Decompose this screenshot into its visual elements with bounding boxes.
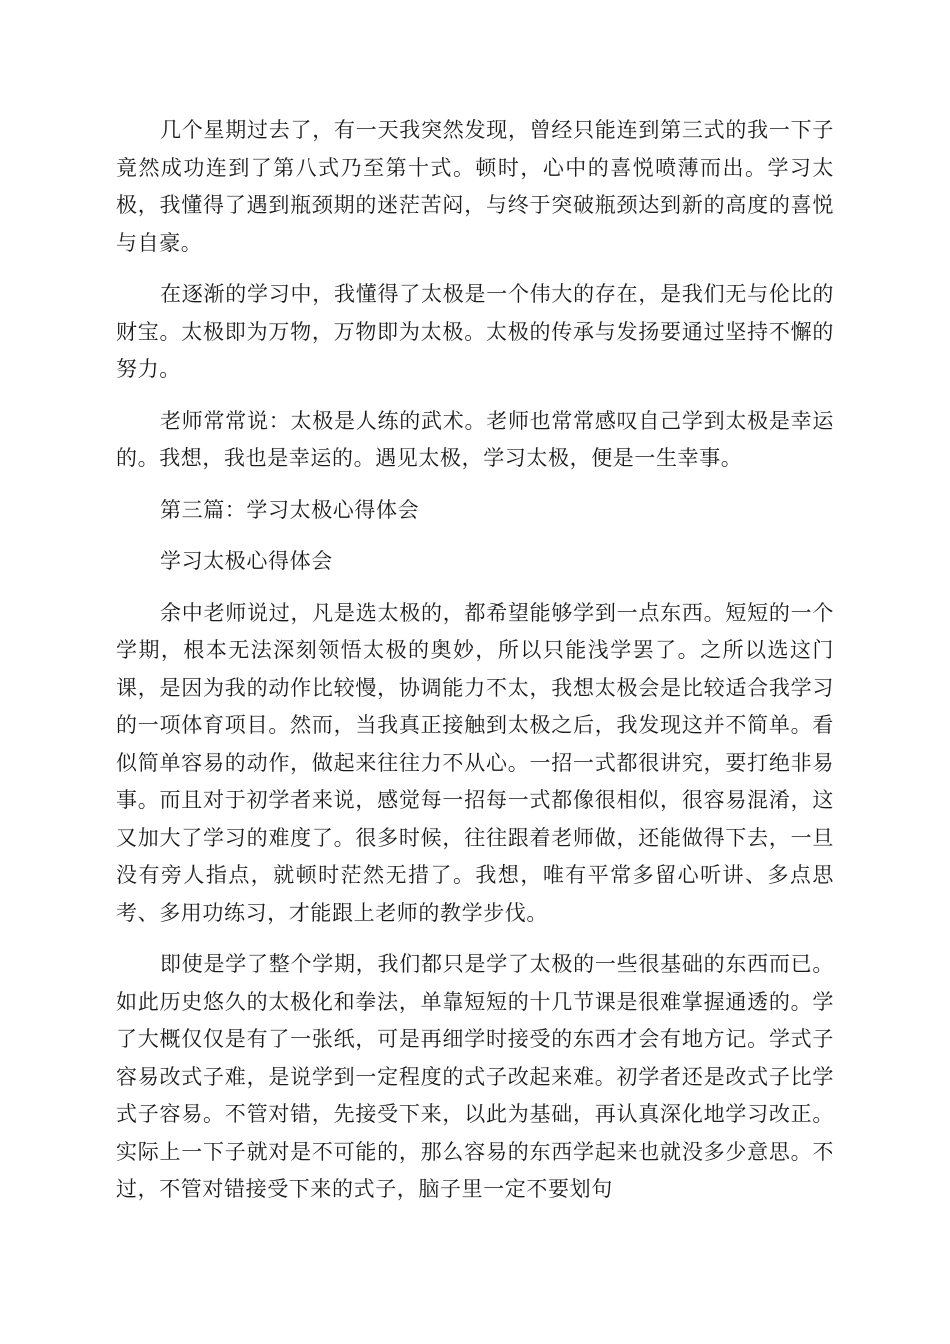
document-body: [116, 112, 834, 1223]
section-title: 学习太极心得体会: [160, 549, 333, 573]
paragraph-taiji-treasure: 在逐渐的学习中，我懂得了太极是一个伟大的存在，是我们无与伦比的财宝。太极即为万物，万物即为太极。太极的传承与发扬要通过坚持不懈的努力。: [116, 282, 834, 381]
paragraph-breakthrough: 几个星期过去了，有一天我突然发现，曾经只能连到第三式的我一下子竟然成功连到了第八式乃至第十式。顿时，心中的喜悦喷薄而出。学习太极，我懂得了遇到瓶颈期的迷茫苦闷，与终于突破瓶颈达到新的高度的喜悦与自豪。: [116, 118, 834, 255]
section-heading: 第三篇：学习太极心得体会: [160, 497, 420, 522]
paragraph-teacher-yuzhong: 余中老师说过，凡是选太极的，都希望能够学到一点东西。短短的一个学期，根本无法深刻领悟太极的奥妙，所以只能浅学罢了。之所以选这门课，是因为我的动作比较慢，协调能力不太，我想太极会是比较适合我学习的一项体育项目。然而，当我真正接触到太极之后，我发现这并不简单。看似简单容易的动作，做起来往往力不从心。一招一式都很讲究，要打绝非易事。而且对于初学者来说，感觉每一招每一式都像很相似，很容易混淆，这又加大了学习的难度了。很多时候，往往跟着老师做，还能做得下去，一旦没有旁人指点，就顿时茫然无措了。我想，唯有平常多留心听讲、多点思考、多用功练习，才能跟上老师的教学步伐。: [116, 600, 834, 925]
paragraph-teacher-says: 老师常常说：太极是人练的武术。老师也常常感叹自己学到太极是幸运的。我想，我也是幸运的。遇见太极，学习太极，便是一生幸事。: [116, 408, 834, 470]
paragraph-whole-semester: 即使是学了整个学期，我们都只是学了太极的一些很基础的东西而已。如此历史悠久的太极化和拳法，单靠短短的十几节课是很难掌握通透的。学了大概仅仅是有了一张纸，可是再细学时接受的东西才会有地方记。学式子容易改式子难，是说学到一定程度的式子改起来难。初学者还是改式子比学式子容易。不管对错，先接受下来，以此为基础，再认真深化地学习改正。实际上一下子就对是不可能的，那么容易的东西学起来也就没多少意思。不过，不管对错接受下来的式子，脑子里一定不要划句: [116, 952, 834, 1201]
